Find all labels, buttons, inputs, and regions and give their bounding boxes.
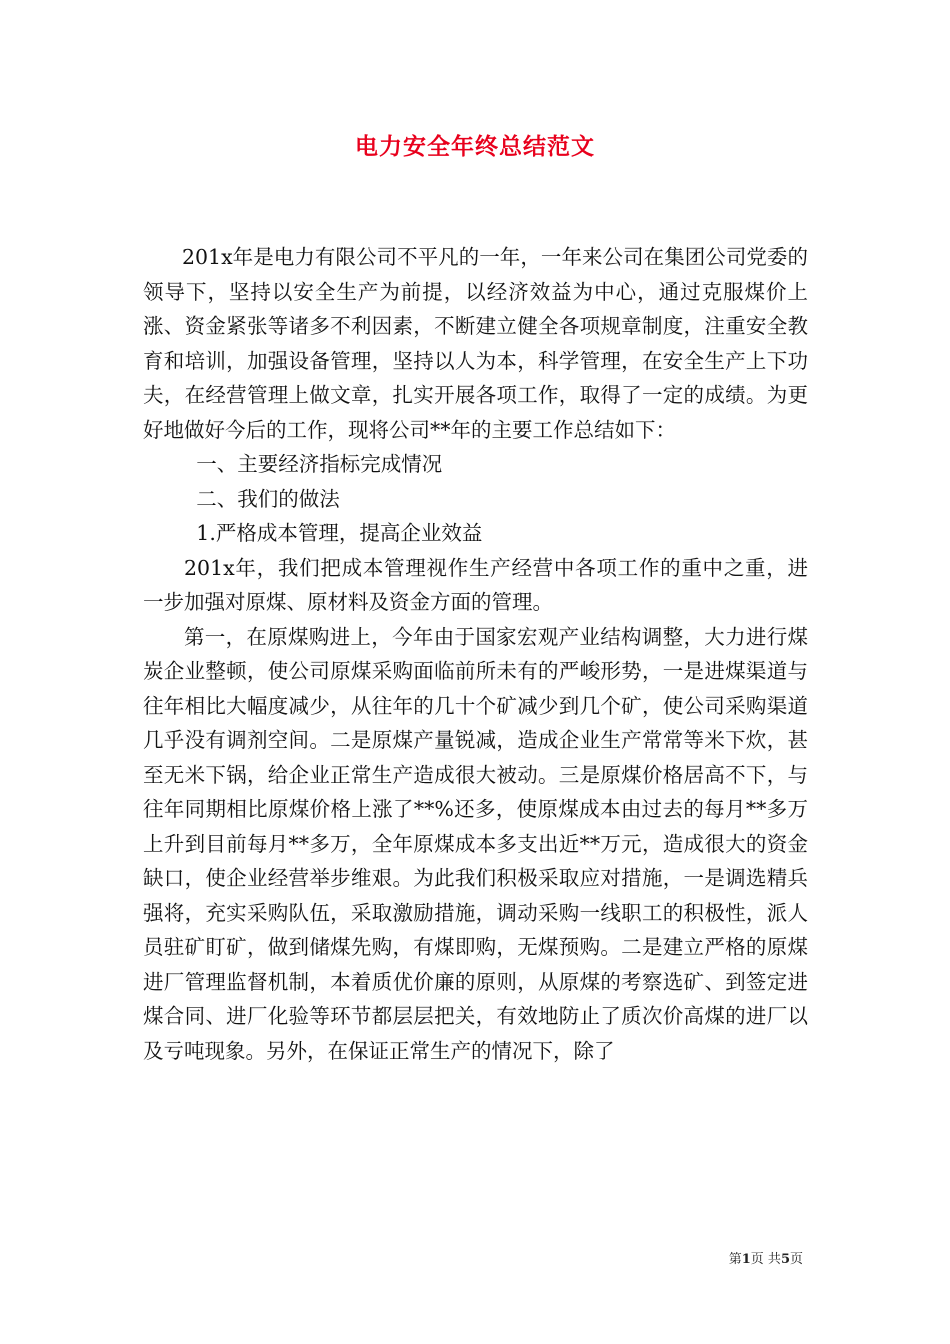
document-body (143, 240, 808, 1068)
intro-paragraph: 201x年是电力有限公司不平凡的一年，一年来公司在集团公司党委的领导下，坚持以安全生产为前提，以经济效益为中心，通过克服煤价上涨、资金紧张等诸多不利因素，不断建立健全各项规章制度，注重安全教育和培训，加强设备管理，坚持以人为本，科学管理，在安全生产上下功夫，在经营管理上做文章，扎实开展各项工作，取得了一定的成绩。为更好地做好今后的工作，现将公司**年的主要工作总结如下： (143, 245, 808, 442)
cost-management-paragraph: 201x年，我们把成本管理视作生产经营中各项工作的重中之重，进一步加强对原煤、原材料及资金方面的管理。 (143, 555, 808, 614)
section-heading-2: 二、我们的做法 (196, 486, 340, 511)
subsection-heading-1: 1.严格成本管理，提高企业效益 (196, 521, 483, 545)
page-footer (729, 1248, 803, 1267)
section-heading-1: 一、主要经济指标完成情况 (196, 452, 443, 476)
total-page-number: 5 (780, 1252, 790, 1267)
coal-purchase-paragraph: 第一，在原煤购进上，今年由于国家宏观产业结构调整，大力进行煤炭企业整顿，使公司原煤采购面临前所未有的严峻形势，一是进煤渠道与往年相比大幅度减少，从往年的几十个矿减少到几个矿，使公司采购渠道几乎没有调剂空间。二是原煤产量锐减，造成企业生产常常等米下炊，甚至无米下锅，给企业正常生产造成很大被动。三是原煤价格居高不下，与往年同期相比原煤价格上涨了**%还多，使原煤成本由过去的每月**多万上升到目前每月**多万，全年原煤成本多支出近**万元，造成很大的资金缺口，使企业经营举步维艰。为此我们积极采取应对措施，一是调选精兵强将，充实采购队伍，采取激励措施，调动采购一线职工的积极性，派人员驻矿盯矿，做到储煤先购，有煤即购，无煤预购。二是建立严格的原煤进厂管理监督机制，本着质优价廉的原则，从原煤的考察选矿、到签定进煤合同、进厂化验等环节都层层把关，有效地防止了质次价高煤的进厂以及亏吨现象。另外，在保证正常生产的情况下，除了 (143, 624, 808, 1063)
footer-prefix: 第 (728, 1252, 742, 1267)
footer-suffix: 页 (789, 1252, 803, 1267)
footer-middle: 页 共 (750, 1252, 781, 1267)
document-title: 电力安全年终总结范文 (355, 133, 595, 160)
current-page-number: 1 (741, 1252, 751, 1267)
